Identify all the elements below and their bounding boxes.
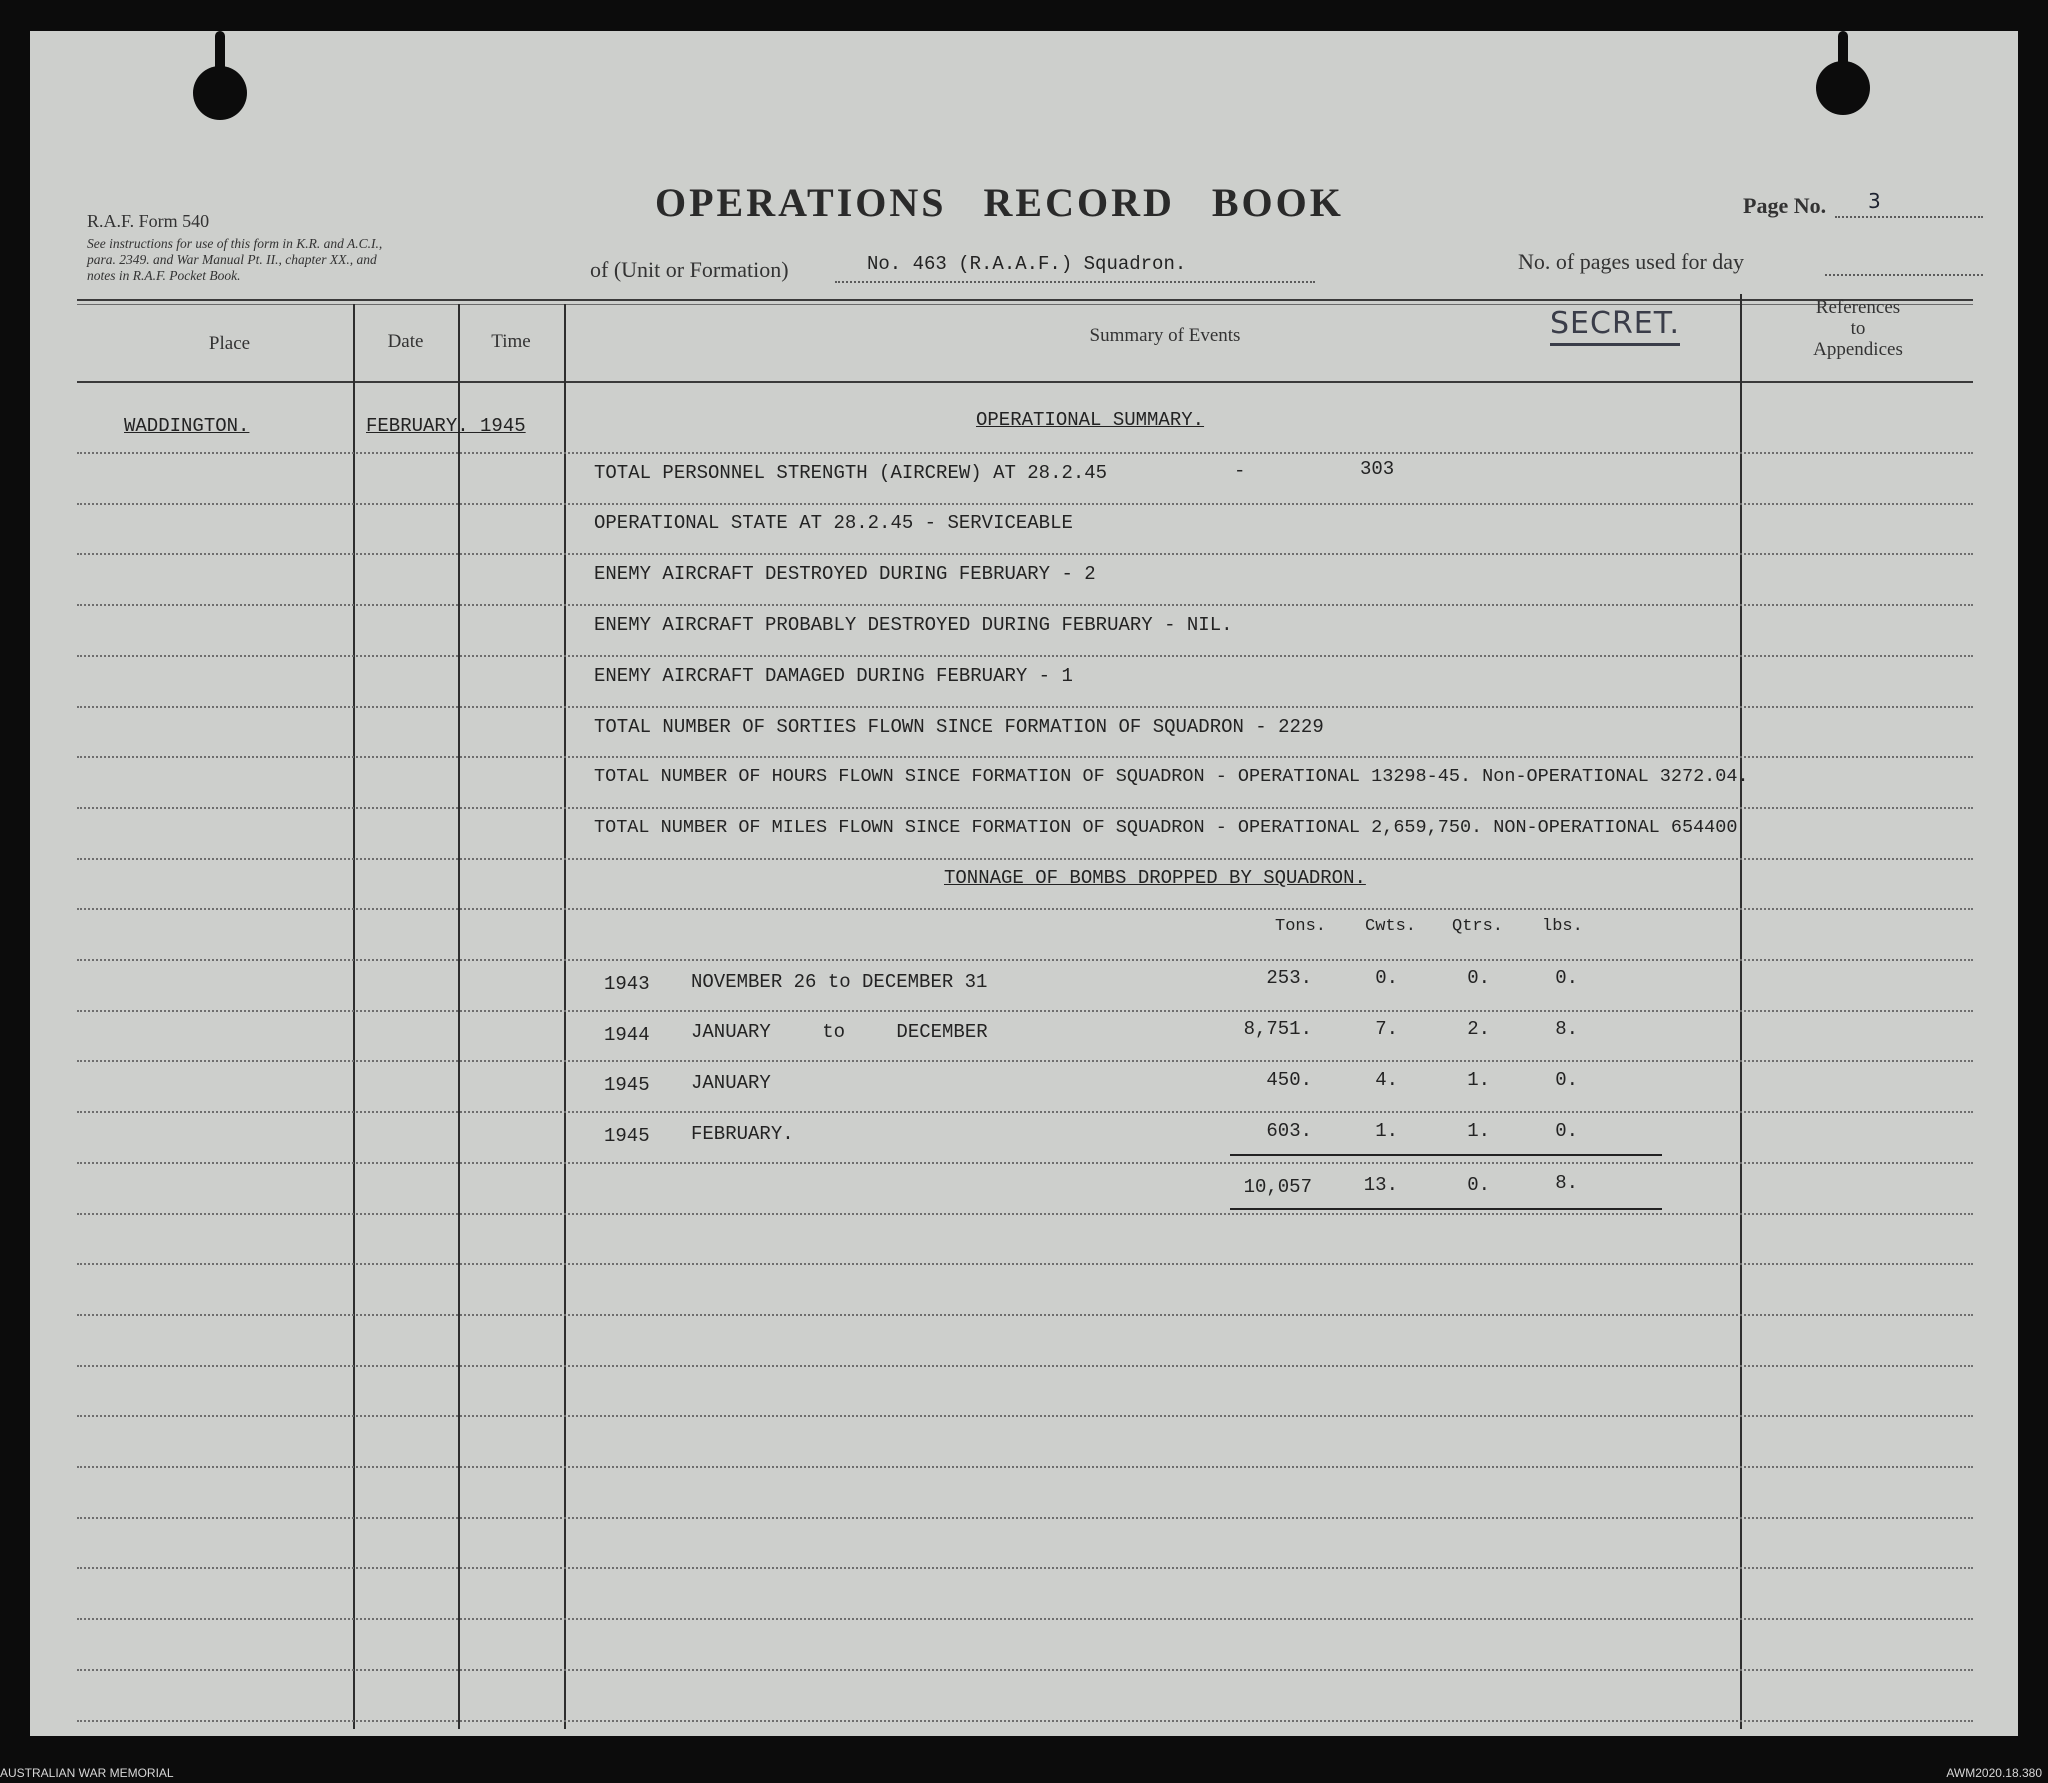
tonnage-row-qtrs: 1.	[1467, 1120, 1490, 1142]
row-rule	[77, 1567, 1973, 1569]
tonnage-heading: TONNAGE OF BOMBS DROPPED BY SQUADRON.	[944, 867, 1366, 889]
header-top-rule-2	[77, 304, 1973, 305]
pages-used-label: No. of pages used for day	[1518, 249, 1745, 274]
total-sorties: TOTAL NUMBER OF SORTIES FLOWN SINCE FORMATION OF SQUADRON - 2229	[594, 716, 1324, 738]
form-sheet	[30, 31, 2018, 1736]
entry-place: WADDINGTON.	[124, 415, 250, 437]
footer-credit: AUSTRALIAN WAR MEMORIAL	[0, 1766, 174, 1780]
tonnage-row-lbs: 0.	[1555, 1069, 1578, 1091]
tonnage-row-year: 1944	[604, 1024, 650, 1046]
row-rule	[77, 1010, 1973, 1012]
tonnage-col-cwts: Cwts.	[1365, 917, 1417, 936]
personnel-strength: TOTAL PERSONNEL STRENGTH (AIRCREW) AT 28.2.45	[594, 462, 1108, 484]
row-rule	[77, 1060, 1973, 1062]
row-rule	[77, 1618, 1973, 1620]
page-number-label: Page No.	[1743, 193, 1827, 218]
tonnage-row-cwts: 0.	[1375, 967, 1398, 989]
column-place: Place	[208, 333, 251, 354]
form-instructions-1: See instructions for use of this form in K.R. and A.C.I.,	[87, 236, 383, 251]
tonnage-row-qtrs: 2.	[1467, 1018, 1490, 1040]
row-rule	[77, 1669, 1973, 1671]
column-time: Time	[491, 331, 531, 352]
row-rule	[77, 655, 1973, 657]
tonnage-total-lbs: 8.	[1555, 1172, 1578, 1194]
tonnage-row-lbs: 0.	[1555, 1120, 1578, 1142]
page-number-value: 3	[1868, 189, 1881, 213]
tonnage-row-cwts: 4.	[1375, 1069, 1398, 1091]
column-references-3: Appendices	[1813, 339, 1903, 360]
operational-summary-heading: OPERATIONAL SUMMARY.	[976, 409, 1205, 431]
row-rule	[77, 1720, 1973, 1722]
tonnage-row-qtrs: 1.	[1467, 1069, 1490, 1091]
tonnage-col-lbs: lbs.	[1542, 917, 1583, 936]
row-rule	[77, 1517, 1973, 1519]
tonnage-row-lbs: 8.	[1555, 1018, 1578, 1040]
total-miles: TOTAL NUMBER OF MILES FLOWN SINCE FORMATION OF SQUADRON - OPERATIONAL 2,659,750. NON-OPERATIONAL 654400	[594, 817, 1738, 838]
tonnage-row-qtrs: 0.	[1467, 967, 1490, 989]
column-summary: Summary of Events	[1089, 325, 1241, 346]
row-rule	[77, 503, 1973, 505]
tonnage-row-cwts: 7.	[1375, 1018, 1398, 1040]
row-rule	[77, 706, 1973, 708]
secret-stamp: SECRET.	[1550, 306, 1680, 346]
form-instructions-3: notes in R.A.F. Pocket Book.	[87, 268, 241, 283]
row-rule	[77, 452, 1973, 454]
tonnage-total-qtrs: 0.	[1467, 1174, 1490, 1196]
row-rule	[77, 604, 1973, 606]
total-hours: TOTAL NUMBER OF HOURS FLOWN SINCE FORMATION OF SQUADRON - OPERATIONAL 13298-45. Non-OPERATIONAL 3272.04.	[594, 766, 1749, 787]
tonnage-row-year: 1943	[604, 973, 650, 995]
tonnage-col-qtrs: Qtrs.	[1452, 917, 1504, 936]
page-title: OPERATIONS RECORD BOOK	[655, 180, 1344, 225]
unit-label: of (Unit or Formation)	[590, 257, 789, 282]
header-top-rule	[77, 299, 1973, 301]
tonnage-total-tons: 10,057	[1243, 1176, 1312, 1198]
unit-line	[835, 281, 1315, 283]
form-instructions-2: para. 2349. and War Manual Pt. II., chapter XX., and	[87, 252, 377, 267]
row-rule	[77, 1314, 1973, 1316]
row-rule	[77, 1466, 1973, 1468]
row-rule	[77, 908, 1973, 910]
row-rule	[77, 1162, 1973, 1164]
tonnage-row-tons: 8,751.	[1243, 1018, 1312, 1040]
form-number: R.A.F. Form 540	[87, 211, 210, 231]
tonnage-row-period: JANUARY	[691, 1072, 771, 1094]
tonnage-row-tons: 603.	[1266, 1120, 1312, 1142]
page-number-line	[1835, 216, 1983, 218]
row-rule	[77, 807, 1973, 809]
tonnage-col-tons: Tons.	[1275, 917, 1327, 936]
tonnage-row-lbs: 0.	[1555, 967, 1578, 989]
personnel-strength-value: 303	[1360, 458, 1395, 480]
tonnage-row-year: 1945	[604, 1074, 650, 1096]
tonnage-row-period: NOVEMBER 26 to DECEMBER 31	[691, 971, 988, 993]
tonnage-row-period: FEBRUARY.	[691, 1123, 794, 1145]
row-rule	[77, 1111, 1973, 1113]
personnel-strength-dash: -	[1234, 460, 1246, 482]
row-rule	[77, 756, 1973, 758]
column-references-1: References	[1815, 297, 1901, 318]
row-rule	[77, 1213, 1973, 1215]
column-divider-time	[564, 304, 566, 1729]
row-rule	[77, 1415, 1973, 1417]
header-bottom-rule	[77, 381, 1973, 383]
enemy-probably-destroyed: ENEMY AIRCRAFT PROBABLY DESTROYED DURING FEBRUARY - NIL.	[594, 614, 1233, 636]
row-rule	[77, 1263, 1973, 1265]
tonnage-total-rule	[1230, 1208, 1662, 1210]
row-rule	[77, 858, 1973, 860]
operational-state: OPERATIONAL STATE AT 28.2.45 - SERVICEABLE	[594, 512, 1073, 534]
tonnage-row-tons: 450.	[1266, 1069, 1312, 1091]
pages-used-line	[1825, 274, 1983, 276]
tonnage-total-cwts: 13.	[1363, 1174, 1398, 1196]
binder-hole-right	[1816, 61, 1870, 115]
tonnage-row-period: JANUARY to DECEMBER	[691, 1021, 988, 1043]
binder-hole-left	[193, 66, 247, 120]
row-rule	[77, 1365, 1973, 1367]
tonnage-row-tons: 253.	[1266, 967, 1312, 989]
enemy-destroyed: ENEMY AIRCRAFT DESTROYED DURING FEBRUARY - 2	[594, 563, 1096, 585]
tonnage-row-year: 1945	[604, 1125, 650, 1147]
tonnage-row-cwts: 1.	[1375, 1120, 1398, 1142]
row-rule	[77, 553, 1973, 555]
footer-catalogue-id: AWM2020.18.380	[1946, 1766, 2042, 1780]
enemy-damaged: ENEMY AIRCRAFT DAMAGED DURING FEBRUARY - 1	[594, 665, 1073, 687]
column-date: Date	[387, 331, 424, 352]
tonnage-subtotal-rule	[1230, 1154, 1662, 1156]
column-references-2: to	[1850, 318, 1866, 339]
column-divider-date	[458, 304, 460, 1729]
entry-date: FEBRUARY. 1945	[366, 415, 526, 437]
unit-value: No. 463 (R.A.A.F.) Squadron.	[867, 253, 1187, 275]
row-rule	[77, 959, 1973, 961]
column-divider-place	[353, 304, 355, 1729]
